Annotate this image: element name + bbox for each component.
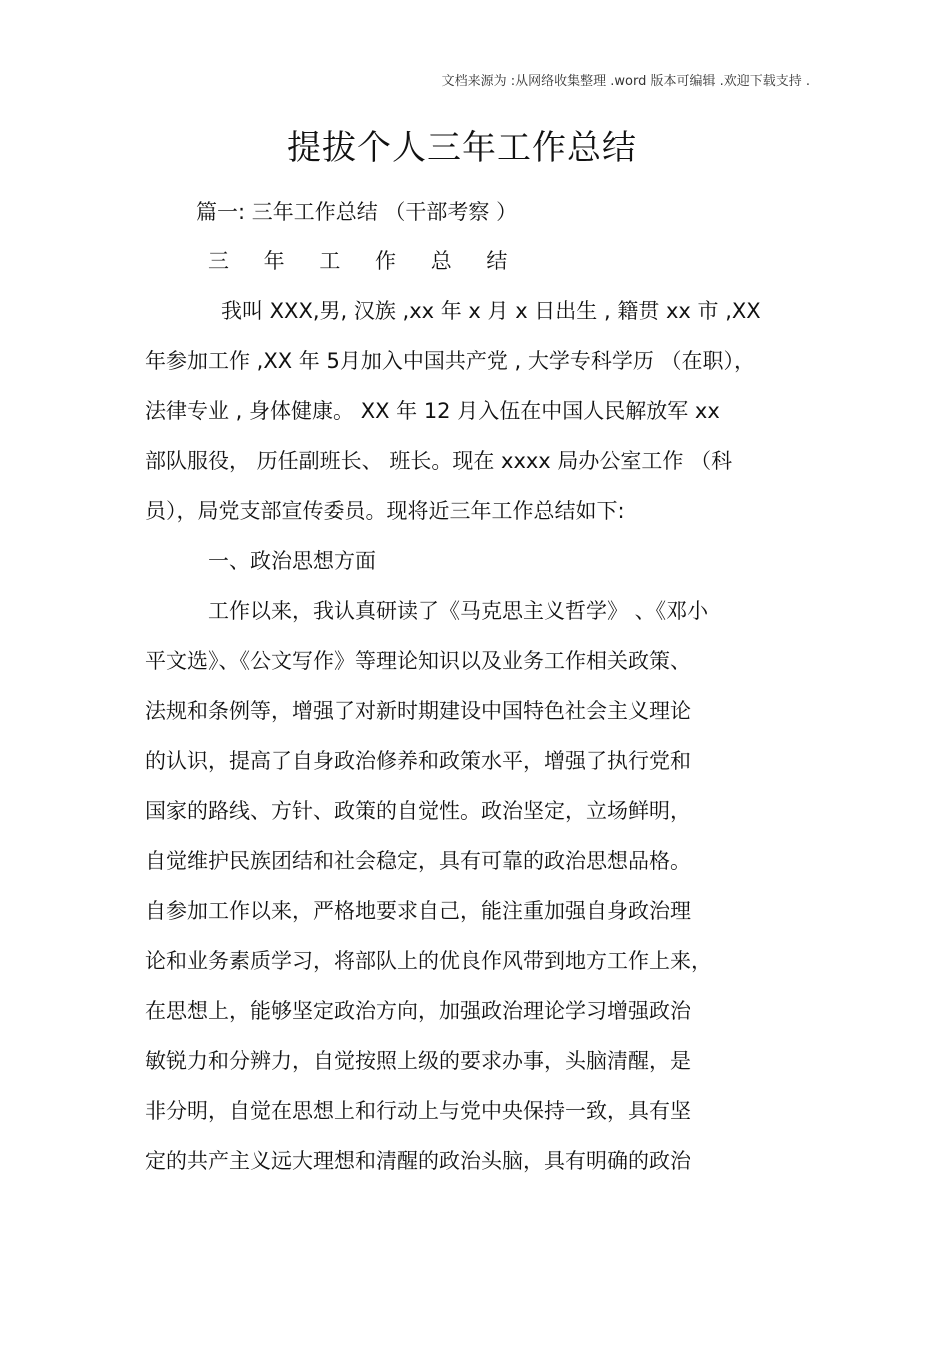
- paragraph-line: 我叫 XXX,男, 汉族 ,xx 年 x 月 x 日出生 , 籍贯 xx 市 ,XX: [221, 299, 761, 323]
- paragraph-line: 法律专业 , 身体健康。 XX 年 12 月入伍在中国人民解放军 xx: [145, 399, 720, 423]
- paragraph-line: 自参加工作以来，严格地要求自己，能注重加强自身政治理: [145, 899, 691, 923]
- paragraph-line: 平文选》、《公文写作》等理论知识以及业务工作相关政策、: [145, 649, 691, 673]
- paragraph-line: 敏锐力和分辨力，自觉按照上级的要求办事，头脑清醒，是: [145, 1049, 691, 1073]
- paragraph-line: 定的共产主义远大理想和清醒的政治头脑，具有明确的政治: [145, 1149, 691, 1173]
- paragraph-line: 自觉维护民族团结和社会稳定，具有可靠的政治思想品格。: [145, 849, 691, 873]
- paragraph-line: 的认识，提高了自身政治修养和政策水平，增强了执行党和: [145, 749, 691, 773]
- paragraph-line: 论和业务素质学习，将部队上的优良作风带到地方工作上来，: [145, 949, 712, 973]
- paragraph-line: 法规和条例等，增强了对新时期建设中国特色社会主义理论: [145, 699, 691, 723]
- section-heading-political-thought: 一、政治思想方面: [208, 549, 376, 573]
- paragraph-line: 国家的路线、方针、政策的自觉性。政治坚定，立场鲜明，: [145, 799, 691, 823]
- document-source-note: 文档来源为 :从网络收集整理 .word 版本可编辑 .欢迎下载支持 .: [441, 74, 810, 89]
- paragraph-line: 员），局党支部宣传委员。现将近三年工作总结如下:: [145, 499, 625, 523]
- document-title: 提拔个人三年工作总结: [287, 128, 637, 168]
- section-heading-part-one: 篇一: 三年工作总结 （干部考察 ）: [196, 200, 518, 224]
- paragraph-line: 工作以来，我认真研读了《马克思主义哲学》 、《邓小: [208, 599, 709, 623]
- paragraph-line: 在思想上，能够坚定政治方向，加强政治理论学习增强政治: [145, 999, 691, 1023]
- paragraph-line: 非分明，自觉在思想上和行动上与党中央保持一致，具有坚: [145, 1099, 691, 1123]
- subheading-three-year-summary: 三 年 工 作 总 结: [208, 249, 522, 273]
- paragraph-line: 年参加工作 ,XX 年 5月加入中国共产党 , 大学专科学历 （在职），: [145, 349, 756, 373]
- paragraph-line: 部队服役， 历任副班长、 班长。现在 xxxx 局办公室工作 （科: [145, 449, 733, 473]
